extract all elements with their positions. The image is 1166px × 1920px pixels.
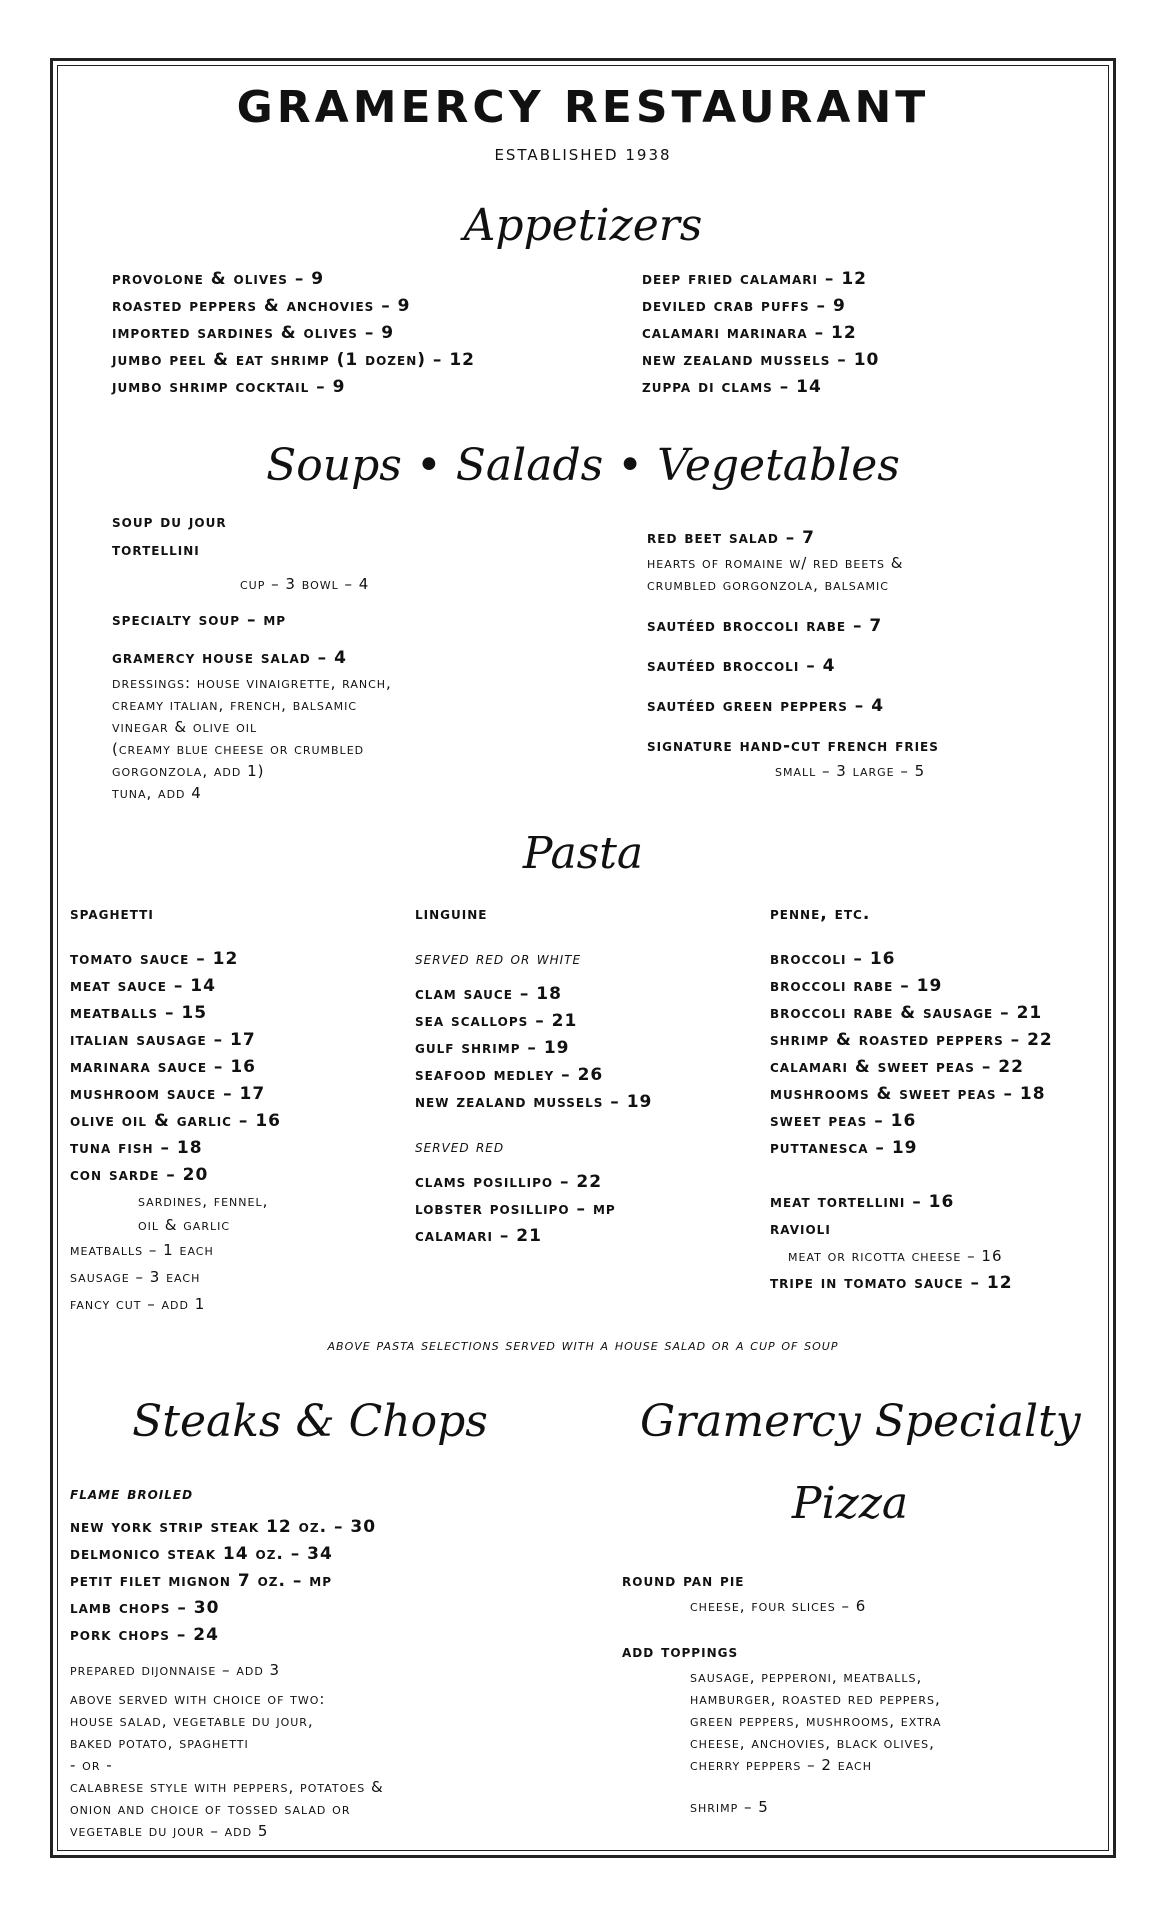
list-item: olive oil & garlic – 16: [70, 1111, 281, 1131]
dressing-line: tuna, add 4: [112, 784, 202, 802]
served-line: baked potato, spaghetti: [70, 1734, 249, 1752]
con-sarde-desc: sardines, fennel,: [138, 1192, 269, 1210]
list-item: con sarde – 20: [70, 1165, 209, 1185]
soups-right-column: [647, 524, 939, 782]
topping-line: hamburger, roasted red peppers,: [690, 1690, 941, 1708]
pasta-penne-column: [770, 900, 1053, 1297]
appetizers-left-list: [112, 266, 475, 401]
list-item: calamari & sweet peas – 22: [770, 1057, 1024, 1077]
add-toppings: add toppings: [622, 1642, 739, 1662]
red-beet-salad: red beet salad – 7: [647, 528, 815, 548]
tortellini: tortellini: [112, 540, 200, 560]
list-item: broccoli rabe & sausage – 21: [770, 1003, 1043, 1023]
served-line: house salad, vegetable du jour,: [70, 1712, 314, 1730]
sauteed-broccoli: sautéed broccoli – 4: [647, 656, 836, 676]
french-fries: signature hand-cut french fries: [647, 736, 939, 756]
section-title-steaks-chops: Steaks & Chops: [132, 1396, 488, 1447]
list-item: deep fried calamari – 12: [642, 269, 868, 289]
list-item: calamari marinara – 12: [642, 323, 857, 343]
list-item: meat sauce – 14: [70, 976, 216, 996]
list-item: lamb chops – 30: [70, 1598, 220, 1618]
section-title-pizza: Gramercy Specialty: [640, 1396, 1081, 1447]
dressing-line: dressings: house vinaigrette, ranch,: [112, 674, 392, 692]
served-line: above served with choice of two:: [70, 1690, 326, 1708]
soup-du-jour: soup du jour: [112, 512, 227, 532]
flame-broiled: flame broiled: [70, 1484, 194, 1504]
cup-bowl-prices: cup – 3 bowl – 4: [240, 575, 370, 593]
served-red-or-white: served red or white: [415, 949, 582, 969]
appetizers-right-list: [642, 266, 879, 401]
list-item: delmonico steak 14 oz. – 34: [70, 1544, 333, 1564]
fries-sizes: small – 3 large – 5: [775, 762, 926, 780]
dressing-line: gorgonzola, add 1): [112, 762, 265, 780]
shrimp-topping: shrimp – 5: [690, 1798, 769, 1816]
list-item: meatballs – 15: [70, 1003, 208, 1023]
section-title-soups-salads-vegetables: Soups • Salads • Vegetables: [266, 440, 900, 491]
list-item: new york strip steak 12 oz. – 30: [70, 1517, 377, 1537]
list-item: new zealand mussels – 19: [415, 1092, 653, 1112]
list-item: tuna fish – 18: [70, 1138, 203, 1158]
list-item: sweet peas – 16: [770, 1111, 917, 1131]
specialty-soup: specialty soup – mp: [112, 610, 287, 630]
list-item: tomato sauce – 12: [70, 949, 239, 969]
penne-header: penne, etc.: [770, 904, 871, 924]
served-line: vegetable du jour – add 5: [70, 1822, 269, 1840]
list-item: provolone & olives – 9: [112, 269, 325, 289]
pizza-column: [622, 1568, 942, 1818]
list-item: puttanesca – 19: [770, 1138, 918, 1158]
established-line: ESTABLISHED 1938: [494, 146, 672, 164]
topping-line: green peppers, mushrooms, extra: [690, 1712, 942, 1730]
dijonnaise: prepared dijonnaise – add 3: [70, 1661, 281, 1679]
served-line: - or -: [70, 1756, 113, 1774]
list-item: deviled crab puffs – 9: [642, 296, 846, 316]
list-item: pork chops – 24: [70, 1625, 219, 1645]
list-item: calamari – 21: [415, 1226, 542, 1246]
con-sarde-desc: oil & garlic: [138, 1216, 231, 1234]
list-item: lobster posillipo – mp: [415, 1199, 616, 1219]
tripe: tripe in tomato sauce – 12: [770, 1273, 1013, 1293]
list-item: sea scallops – 21: [415, 1011, 578, 1031]
topping-line: sausage, pepperoni, meatballs,: [690, 1668, 923, 1686]
ravioli: ravioli: [770, 1219, 831, 1239]
ravioli-desc: meat or ricotta cheese – 16: [788, 1247, 1003, 1265]
topping-line: cherry peppers – 2 each: [690, 1756, 872, 1774]
house-salad: gramercy house salad – 4: [112, 648, 347, 668]
list-item: gulf shrimp – 19: [415, 1038, 570, 1058]
pasta-linguine-column: [415, 900, 652, 1250]
list-item: marinara sauce – 16: [70, 1057, 257, 1077]
list-item: mushrooms & sweet peas – 18: [770, 1084, 1046, 1104]
spaghetti-header: spaghetti: [70, 904, 154, 924]
meat-tortellini: meat tortellini – 16: [770, 1192, 955, 1212]
dressing-line: creamy italian, french, balsamic: [112, 696, 358, 714]
dressing-line: (creamy blue cheese or crumbled: [112, 740, 365, 758]
list-item: meatballs – 1 each: [70, 1241, 214, 1259]
steaks-column: [70, 1480, 384, 1842]
restaurant-title: GRAMERCY RESTAURANT: [236, 82, 930, 133]
cheese-four-slices: cheese, four slices – 6: [690, 1597, 867, 1615]
list-item: jumbo peel & eat shrimp (1 dozen) – 12: [112, 350, 476, 370]
beet-desc-line: crumbled gorgonzola, balsamic: [647, 576, 889, 594]
list-item: broccoli rabe – 19: [770, 976, 943, 996]
section-title-pizza-2: Pizza: [791, 1478, 909, 1529]
list-item: jumbo shrimp cocktail – 9: [112, 377, 346, 397]
round-pan-pie: round pan pie: [622, 1571, 745, 1591]
topping-line: cheese, anchovies, black olives,: [690, 1734, 935, 1752]
section-title-pasta: Pasta: [522, 828, 644, 879]
list-item: roasted peppers & anchovies – 9: [112, 296, 411, 316]
beet-desc-line: hearts of romaine w/ red beets &: [647, 554, 904, 572]
list-item: new zealand mussels – 10: [642, 350, 880, 370]
served-red: served red: [415, 1137, 505, 1157]
pasta-note: above pasta selections served with a house salad or a cup of soup: [327, 1336, 839, 1354]
list-item: seafood medley – 26: [415, 1065, 604, 1085]
list-item: petit filet mignon 7 oz. – mp: [70, 1571, 332, 1591]
list-item: imported sardines & olives – 9: [112, 323, 395, 343]
served-line: onion and choice of tossed salad or: [70, 1800, 351, 1818]
soups-left-column: [112, 508, 392, 804]
list-item: fancy cut – add 1: [70, 1295, 206, 1313]
list-item: clam sauce – 18: [415, 984, 562, 1004]
sauteed-broccoli-rabe: sautéed broccoli rabe – 7: [647, 616, 883, 636]
list-item: italian sausage – 17: [70, 1030, 256, 1050]
served-line: calabrese style with peppers, potatoes &: [70, 1778, 384, 1796]
pasta-spaghetti-column: [70, 900, 281, 1318]
list-item: zuppa di clams – 14: [642, 377, 822, 397]
sauteed-green-peppers: sautéed green peppers – 4: [647, 696, 885, 716]
list-item: broccoli – 16: [770, 949, 896, 969]
section-title-appetizers: Appetizers: [463, 200, 703, 251]
list-item: shrimp & roasted peppers – 22: [770, 1030, 1053, 1050]
list-item: sausage – 3 each: [70, 1268, 201, 1286]
dressing-line: vinegar & olive oil: [112, 718, 258, 736]
list-item: clams posillipo – 22: [415, 1172, 603, 1192]
linguine-header: linguine: [415, 904, 488, 924]
list-item: mushroom sauce – 17: [70, 1084, 266, 1104]
